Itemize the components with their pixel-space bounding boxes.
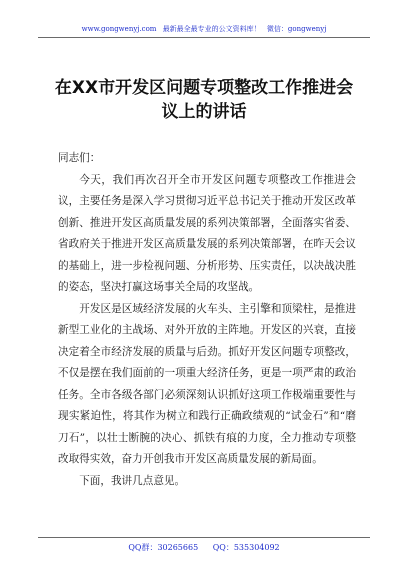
header-site-link[interactable]: www.gongwenyj.com [81,25,157,33]
footer-qq: QQ：535304092 [212,543,280,552]
footer-divider [38,537,370,538]
footer-qq-group: QQ群：30265665 [128,543,199,552]
document-title: 在XX市开发区问题专项整改工作推进会议上的讲话 [54,78,354,122]
header-tagline: 最新最全最专业的公文资料库！ [162,25,261,33]
body-paragraph-2: 开发区是区域经济发展的火车头、主引擎和顶梁柱，是推进新型工业化的主战场、对外开放的主阵地。开发区的兴衰，直接决定着全市经济发展的质量与后劲。抓好开发区问题专项整改，不仅是摆在我们面前的一项重大经济任务，更是一项严肃的政治任务。全市各级各部门必须深刻认识抓好这项工作极端重要性与现实紧迫性，将其作为树立和践行正确政绩观的“试金石”和“磨刀石”，以壮士断腕的决心、抓铁有痕的力度，全力推动专项整改取得实效，奋力开创我市开发区高质量发展的新局面。 [58,302,356,465]
salutation: 同志们： [58,152,101,164]
page-footer [38,541,370,555]
body-paragraph-3: 下面，我讲几点意见。 [79,474,186,487]
body-paragraph-1: 今天，我们再次召开全市开发区问题专项整改工作推进会议，主要任务是深入学习贯彻习近平总书记关于推动开发区改革创新、推进开发区高质量发展的系列决策部署，全面落实省委、省政府关于推进开发区高质量发展的系列决策部署，在昨天会议的基础上，进一步检视问题、分析形势、压实责任，以决战决胜的姿态，坚决打赢这场事关全局的攻坚战。 [58,173,356,293]
document-body [58,148,356,492]
page-header [38,22,370,36]
header-wechat: 微信：gongwenyj [266,25,327,33]
header-divider [38,37,370,38]
